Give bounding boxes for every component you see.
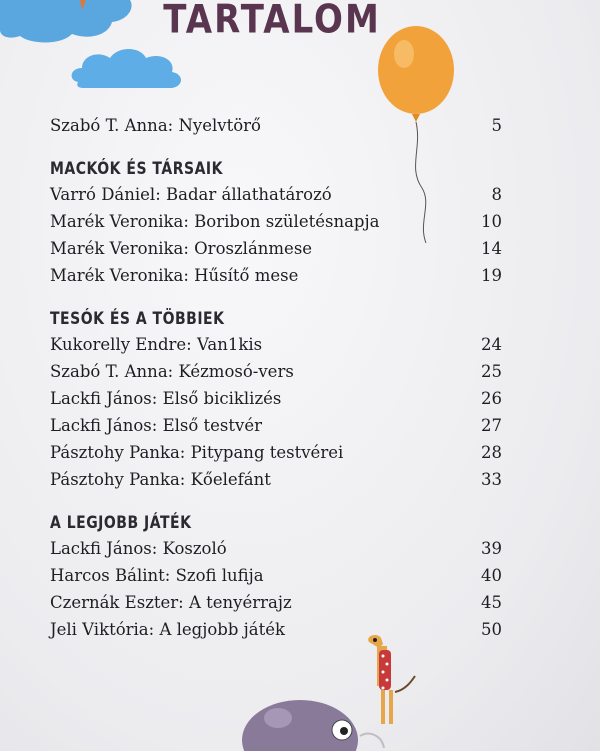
entry-page-number: 50	[481, 620, 502, 639]
section-heading: A LEGJOBB JÁTÉK	[50, 513, 192, 533]
entry-page-number: 5	[491, 116, 502, 135]
entry-title: Pásztohy Panka: Pitypang testvérei	[50, 443, 344, 462]
entry-title: Jeli Viktória: A legjobb játék	[50, 620, 285, 639]
entry-page-number: 25	[481, 362, 502, 381]
entry-page-number: 26	[481, 389, 502, 408]
entry-page-number: 24	[481, 335, 502, 354]
entry-title: Marék Veronika: Oroszlánmese	[50, 239, 313, 258]
entry-title: Marék Veronika: Boribon születésnapja	[50, 212, 380, 231]
hippo-icon	[240, 690, 390, 751]
toc-entry	[50, 562, 502, 589]
entry-page-number: 45	[481, 593, 502, 612]
toc-entry	[50, 385, 502, 412]
entry-title: Lackfi János: Első testvér	[50, 416, 263, 435]
section-heading: TESÓK ÉS A TÖBBIEK	[50, 309, 225, 329]
entry-title: Czernák Eszter: A tenyérrajz	[50, 593, 292, 612]
entry-title: Kukorelly Endre: Van1kis	[50, 335, 263, 354]
entry-page-number: 33	[481, 470, 502, 489]
entry-page-number: 40	[481, 566, 502, 585]
toc-entry	[50, 112, 502, 139]
entry-page-number: 19	[481, 266, 502, 285]
table-of-contents	[50, 112, 502, 643]
entry-page-number: 27	[481, 416, 502, 435]
toc-entry	[50, 535, 502, 562]
entry-title: Lackfi János: Koszoló	[50, 539, 227, 558]
toc-entry	[50, 331, 502, 358]
toc-entry	[50, 466, 502, 493]
toc-entry	[50, 262, 502, 289]
cloud-icon	[68, 46, 188, 92]
entry-page-number: 14	[481, 239, 502, 258]
toc-entry	[50, 358, 502, 385]
entry-title: Szabó T. Anna: Nyelvtörő	[50, 116, 261, 135]
entry-title: Lackfi János: Első biciklizés	[50, 389, 282, 408]
entry-page-number: 10	[481, 212, 502, 231]
entry-page-number: 39	[481, 539, 502, 558]
entry-title: Pásztohy Panka: Kőelefánt	[50, 470, 271, 489]
entry-title: Varró Dániel: Badar állathatározó	[50, 185, 332, 204]
toc-entry	[50, 412, 502, 439]
entry-title: Harcos Bálint: Szofi lufija	[50, 566, 264, 585]
toc-entry	[50, 208, 502, 235]
section-heading: MACKÓK ÉS TÁRSAIK	[50, 159, 223, 179]
toc-entry	[50, 439, 502, 466]
entry-title: Marék Veronika: Hűsítő mese	[50, 266, 299, 285]
page-title: TARTALOM	[163, 0, 381, 43]
toc-entry	[50, 235, 502, 262]
entry-page-number: 8	[491, 185, 502, 204]
entry-title: Szabó T. Anna: Kézmosó-vers	[50, 362, 294, 381]
toc-entry	[50, 589, 502, 616]
entry-page-number: 28	[481, 443, 502, 462]
toc-entry	[50, 181, 502, 208]
